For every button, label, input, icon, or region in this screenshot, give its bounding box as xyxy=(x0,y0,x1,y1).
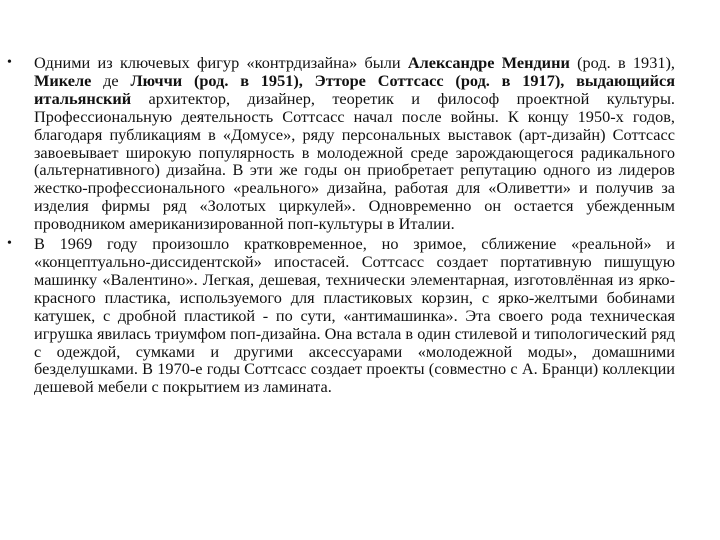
name-sottsass: Соттсасс (род. в 1917), выдающийся итальянский xyxy=(34,70,675,108)
name-mendini: Александре Мендини xyxy=(407,53,570,72)
bullet-list xyxy=(0,54,720,396)
bullet-item-sottsass-career xyxy=(0,54,720,233)
text-segment xyxy=(366,71,378,90)
bullet-icon: • xyxy=(7,55,12,70)
name-lucchi-ettore: Люччи (род. в 1951), Этторе xyxy=(130,70,366,90)
bullet-icon: • xyxy=(7,236,12,252)
text-segment: де xyxy=(91,70,131,90)
text-segment: (род. в 1931), xyxy=(569,53,675,72)
text-segment: В 1969 году произошло кратковременное, но зримое, сближение «реальной» и «концептуально-диссидентской» ипостасей. Соттсасс создает портативную пишущую машинку «Валентино». Легкая, дешевая, технически элементарная, изготовлённая из ярко-красного пластика, используемого для пластиковых корзин, с ярко-желтыми бобинами катушек, с дробной пластикой - по сути, «антимашинка». Эта своего рода техническая игрушка явилась триумфом поп-дизайна. Она встала в один стилевой и типологический ряд с одеждой, сумками и другими аксессуарами «молодежной моды», домашними безделушками. В 1970-е годы Соттсасс создает проекты (совместно с А. Бранци) коллекции дешевой мебели с покрытием из ламината. xyxy=(34,234,675,397)
bullet-item-valentine-typewriter xyxy=(0,235,720,396)
text-segment: архитектор, дизайнер, теоретик и философ проектной культуры. Профессиональную деятельность Соттсасс начал после войны. К концу 1950-х годов, благодаря публикациям в «Домусе», ряду персональных выставок (арт-дизайн) Соттсасс завоевывает широкую популярность в молодежной среде зарождающегося радикального (альтернативного) дизайна. В эти же годы он приобретает репутацию одного из лидеров жестко-профессионального «реального» дизайна, работая для «Оливетти» и получив за изделия фирмы ряд «Золотых циркулей». Одновременно он остается убежденным проводником американизированной поп-культуры в Италии. xyxy=(34,88,675,234)
text-segment: Одними из ключевых фигур «контрдизайна» были xyxy=(34,53,408,72)
name-michele: Микеле xyxy=(34,70,92,90)
